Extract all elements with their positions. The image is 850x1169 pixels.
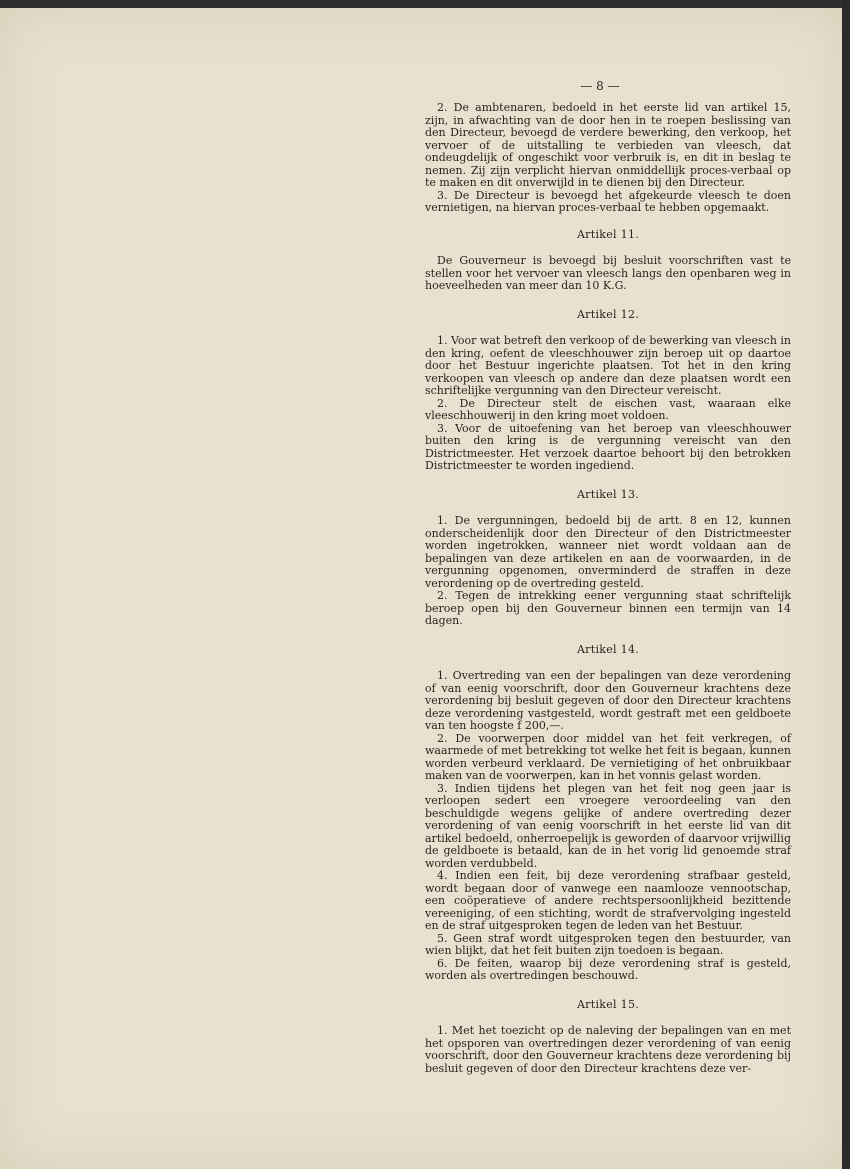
article-heading-15: Artikel 15. [576, 997, 640, 1011]
paragraph: 3. De Directeur is bevoegd het afgekeurde vleesch te doen vernietigen, na hiervan proces-verbaal te hebben opgemaakt. [425, 188, 791, 214]
paragraph: 2. Tegen de intrekking eener vergunning staat schriftelijk beroep open bij den Gouverneur binnen een termijn van 14 dagen. [425, 589, 791, 627]
article-heading-11: Artikel 11. [576, 227, 640, 241]
scan-top-edge [0, 0, 850, 8]
paragraph: 3. Voor de uitoefening van het beroep van vleeschhouwer buiten den kring is de vergunning vereischt van den Districtmeester. Het verzoek daartoe behoort bij den betrokken Districtmeester te worden ingediend. [425, 421, 791, 472]
paragraph: 1. De vergunningen, bedoeld bij de artt. 8 en 12, kunnen onderscheidenlijk door den Directeur of den Districtmeester worden ingetrokken, wanneer niet wordt voldaan aan de bepalingen van deze artikelen en aan de voorwaarden, in de vergunning opgenomen, onverminderd de straffen in deze verordening op de overtreding gesteld. [425, 514, 791, 590]
paragraph: 2. De voorwerpen door middel van het feit verkregen, of waarmede of met betrekking tot welke het feit is begaan, kunnen worden verbeurd verklaard. De vernietiging of het onbruikbaar maken van de voorwerpen, kan in het vonnis gelast worden. [425, 731, 791, 782]
paragraph: 4. Indien een feit, bij deze verordening strafbaar gesteld, wordt begaan door of vanwege een naamlooze vennootschap, een coöperatieve of andere rechtspersoonlijkheid bezittende vereeniging, of een stichting, wordt de strafvervolging ingesteld en de straf uitgesproken tegen de leden van het Bestuur. [425, 869, 791, 932]
article-heading-13: Artikel 13. [576, 487, 640, 501]
paragraph: 3. Indien tijdens het plegen van het feit nog geen jaar is verloopen sedert een vroegere veroordeeling van den beschuldigde wegens gelijke of andere overtreding dezer verordening of van eenig voorschrift in het eerste lid van dit artikel bedoeld, onherroepelijk is geworden of daarvoor vrijwillig de geldboete is betaald, kan de in het vorig lid genoemde straf worden verdubbeld. [425, 781, 791, 870]
paragraph: 2. De ambtenaren, bedoeld in het eerste lid van artikel 15, zijn, in afwachting van de door hen in te roepen beslissing van den Directeur, bevoegd de verdere bewerking, den verkoop, het vervoer of de uitstalling te verbieden van vleesch, dat ondeugdelijk of ongeschikt voor verbruik is, en dit in beslag te nemen. Zij zijn verplicht hiervan onmiddellijk proces-verbaal op te maken en dit onverwijld in te dienen bij den Directeur. [425, 101, 791, 189]
paragraph: De Gouverneur is bevoegd bij besluit voorschriften vast te stellen voor het vervoer van vleesch langs den openbaren weg in hoeveelheden van meer dan 10 K.G. [425, 254, 791, 292]
paragraph: 2. De Directeur stelt de eischen vast, waaraan elke vleeschhouwerij in den kring moet voldoen. [425, 396, 791, 422]
paragraph: 6. De feiten, waarop bij deze verordening straf is gesteld, worden als overtredingen beschouwd. [425, 956, 791, 982]
scan-right-edge [842, 0, 850, 1169]
page-number: — 8 — [580, 79, 620, 93]
document-body [425, 102, 791, 1075]
paragraph: 1. Voor wat betreft den verkoop of de bewerking van vleesch in den kring, oefent de vleeschhouwer zijn beroep uit op daartoe door het Bestuur ingerichte plaatsen. Tot het in den kring verkoopen van vleesch op andere dan deze plaatsen wordt een schriftelijke vergunning van den Directeur vereischt. [425, 334, 791, 397]
article-heading-12: Artikel 12. [576, 307, 640, 321]
paragraph: 1. Overtreding van een der bepalingen van deze verordening of van eenig voorschrift, door den Gouverneur krachtens deze verordening bij besluit gegeven of door den Directeur krachtens deze verordening vastgesteld, wordt gestraft met een geldboete van ten hoogste f 200,—. [425, 669, 791, 732]
paragraph: 1. Met het toezicht op de naleving der bepalingen van en met het opsporen van overtredingen dezer verordening of van eenig voorschrift, door den Gouverneur krachtens deze verordening bij besluit gegeven of door den Directeur krachtens deze ver- [425, 1024, 791, 1075]
paragraph: 5. Geen straf wordt uitgesproken tegen den bestuurder, van wien blijkt, dat het feit buiten zijn toedoen is begaan. [425, 931, 791, 957]
article-heading-14: Artikel 14. [576, 642, 640, 656]
